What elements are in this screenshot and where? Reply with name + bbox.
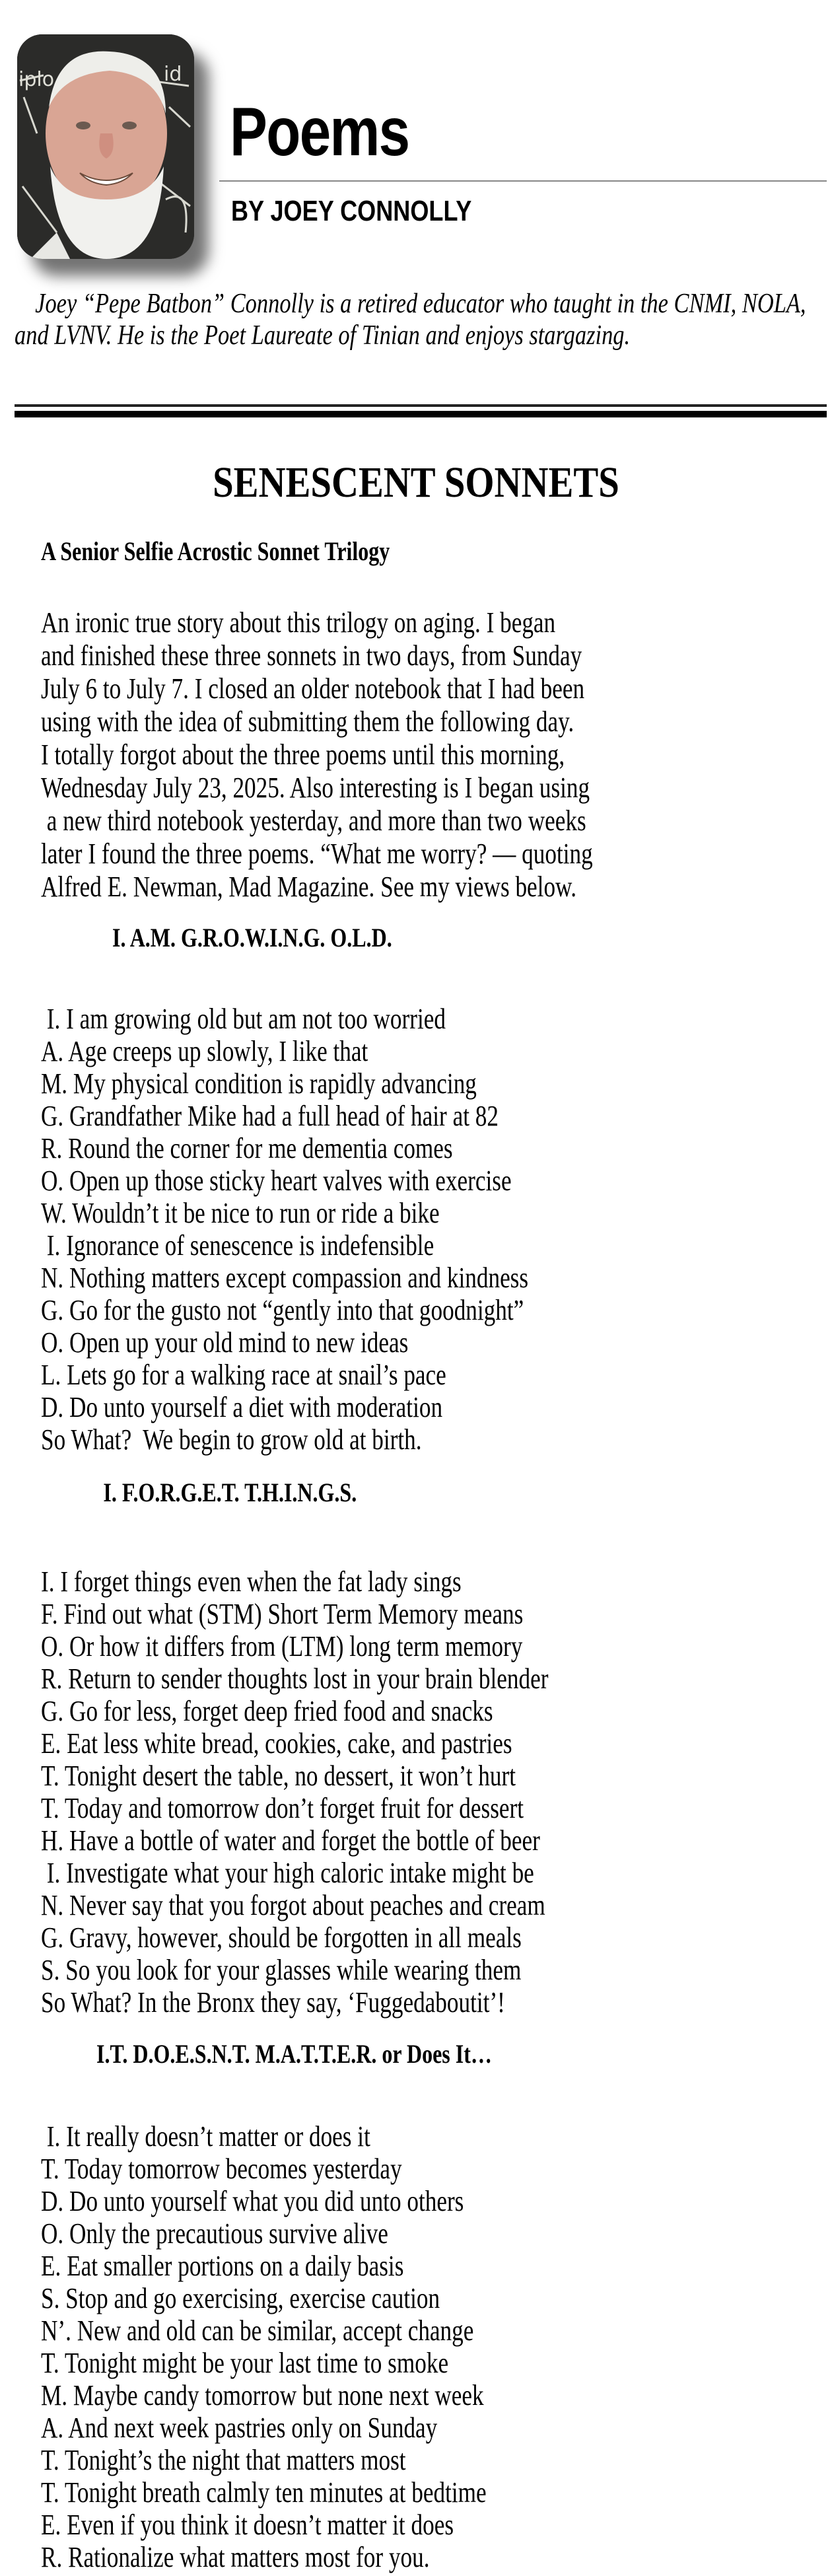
poem-growing-old — [41, 925, 780, 1456]
poem-line: S. So you look for your glasses while wearing them — [41, 1954, 522, 1986]
intro-paragraph — [41, 606, 759, 904]
svg-text:id: id — [164, 63, 182, 86]
poem-line: N. Nothing matters except compassion and kindness — [41, 1262, 529, 1294]
poem-title: I. F.O.R.G.E.T. T.H.I.N.G.S. — [103, 1478, 357, 1507]
poem-line: I. I forget things even when the fat lady sings — [41, 1565, 462, 1598]
poem-line: O. Or how it differs from (LTM) long term memory — [41, 1630, 523, 1663]
poem-lines — [41, 2120, 780, 2573]
poem-line: G. Go for less, forget deep fried food and snacks — [41, 1695, 493, 1727]
poem-line: I. Investigate what your high caloric intake might be — [41, 1857, 534, 1889]
poem-line: M. My physical condition is rapidly advancing — [41, 1067, 477, 1100]
poem-line: W. Wouldn’t it be nice to run or ride a bike — [41, 1197, 440, 1229]
poem-line: A. Age creeps up slowly, I like that — [41, 1035, 368, 1067]
intro-line: a new third notebook yesterday, and more than two weeks — [41, 805, 586, 837]
byline: BY JOEY CONNOLLY — [231, 195, 472, 227]
poem-line: T. Tonight’s the night that matters most — [41, 2444, 406, 2476]
poem-line: I. Ignorance of senescence is indefensible — [41, 1229, 434, 1262]
poem-line: I. I am growing old but am not too worried — [41, 1003, 446, 1035]
poem-line: N. Never say that you forgot about peaches and cream — [41, 1889, 545, 1921]
poem-line: L. Lets go for a walking race at snail’s pace — [41, 1359, 446, 1391]
author-bio-text: Joey “Pepe Batbon” Connolly is a retired educator who taught in the CNMI, NOLA, and LVNV. He is the Poet Laureate of Tinian and enjoys stargazing. — [15, 289, 806, 351]
column-header — [0, 0, 832, 277]
poem-line: M. Maybe candy tomorrow but none next week — [41, 2379, 484, 2412]
author-headshot — [17, 34, 194, 259]
intro-line: using with the idea of submitting them the following day. — [41, 705, 574, 738]
intro-line: July 6 to July 7. I closed an older notebook that I had been — [41, 672, 585, 705]
intro-line: I totally forgot about the three poems until this morning, — [41, 738, 565, 771]
intro-line: later I found the three poems. “What me worry? — quoting — [41, 838, 593, 870]
poem-line: So What? In the Bronx they say, ‘Fuggedaboutit’! — [41, 1986, 505, 2019]
poem-line: E. Even if you think it doesn’t matter it does — [41, 2509, 454, 2541]
poem-line: D. Do unto yourself what you did unto others — [41, 2185, 464, 2217]
poem-line: A. And next week pastries only on Sunday — [41, 2412, 438, 2444]
poem-line: O. Open up those sticky heart valves with exercise — [41, 1164, 512, 1197]
article-subtitle: A Senior Selfie Acrostic Sonnet Trilogy — [41, 536, 390, 566]
intro-line: An ironic true story about this trilogy on aging. I began — [41, 606, 556, 639]
poem-doesnt-matter — [41, 2041, 780, 2573]
poem-line: E. Eat less white bread, cookies, cake, and pastries — [41, 1727, 512, 1760]
poem-lines — [41, 1565, 780, 2019]
poem-line: T. Tonight breath calmly ten minutes at bedtime — [41, 2476, 487, 2509]
poem-line: G. Go for the gusto not “gently into that goodnight” — [41, 1294, 524, 1326]
poem-title: I.T. D.O.E.S.N.T. M.A.T.T.E.R. or Does It… — [96, 2039, 492, 2069]
poem-line: E. Eat smaller portions on a daily basis — [41, 2250, 404, 2282]
poem-title: I. A.M. G.R.O.W.I.N.G. O.L.D. — [112, 923, 392, 952]
poem-line: H. Have a bottle of water and forget the bottle of beer — [41, 1824, 540, 1857]
intro-line: Alfred E. Newman, Mad Magazine. See my views below. — [41, 871, 576, 903]
poem-line: G. Gravy, however, should be forgotten in all meals — [41, 1921, 522, 1954]
author-bio — [15, 288, 827, 351]
poem-line: G. Grandfather Mike had a full head of hair at 82 — [41, 1100, 499, 1132]
article-title — [0, 458, 832, 507]
intro-line: Wednesday July 23, 2025. Also interesting is I began using — [41, 771, 590, 804]
poem-line: R. Return to sender thoughts lost in your brain blender — [41, 1663, 549, 1695]
column-title: Poems — [230, 94, 409, 170]
title-divider — [219, 180, 827, 182]
poem-line: O. Open up your old mind to new ideas — [41, 1326, 409, 1359]
poem-line: S. Stop and go exercising, exercise caution — [41, 2282, 440, 2314]
poem-line: R. Rationalize what matters most for you. — [41, 2541, 430, 2573]
section-divider-thin — [15, 404, 827, 407]
poem-line: D. Do unto yourself a diet with moderation — [41, 1391, 443, 1423]
poem-line: T. Tonight desert the table, no dessert, it won’t hurt — [41, 1760, 516, 1792]
author-photo-icon — [17, 34, 194, 259]
section-divider-thick — [15, 411, 827, 417]
intro-line: and finished these three sonnets in two days, from Sunday — [41, 639, 582, 672]
poem-line: T. Today tomorrow becomes yesterday — [41, 2153, 402, 2185]
poem-line: I. It really doesn’t matter or does it — [41, 2120, 370, 2153]
svg-text:iplo: iplo — [18, 68, 55, 91]
poem-line: So What? We begin to grow old at birth. — [41, 1423, 422, 1456]
poem-line: T. Tonight might be your last time to smoke — [41, 2347, 449, 2379]
poem-lines — [41, 1003, 780, 1456]
poem-line: F. Find out what (STM) Short Term Memory means — [41, 1598, 524, 1630]
poem-line: T. Today and tomorrow don’t forget fruit for dessert — [41, 1792, 524, 1824]
poem-line: N’. New and old can be similar, accept change — [41, 2314, 474, 2347]
article-title-text: SENESCENT SONNETS — [213, 458, 619, 507]
poem-forget-things — [41, 1480, 780, 2019]
poem-line: R. Round the corner for me dementia comes — [41, 1132, 453, 1164]
poem-line: O. Only the precautious survive alive — [41, 2217, 388, 2250]
